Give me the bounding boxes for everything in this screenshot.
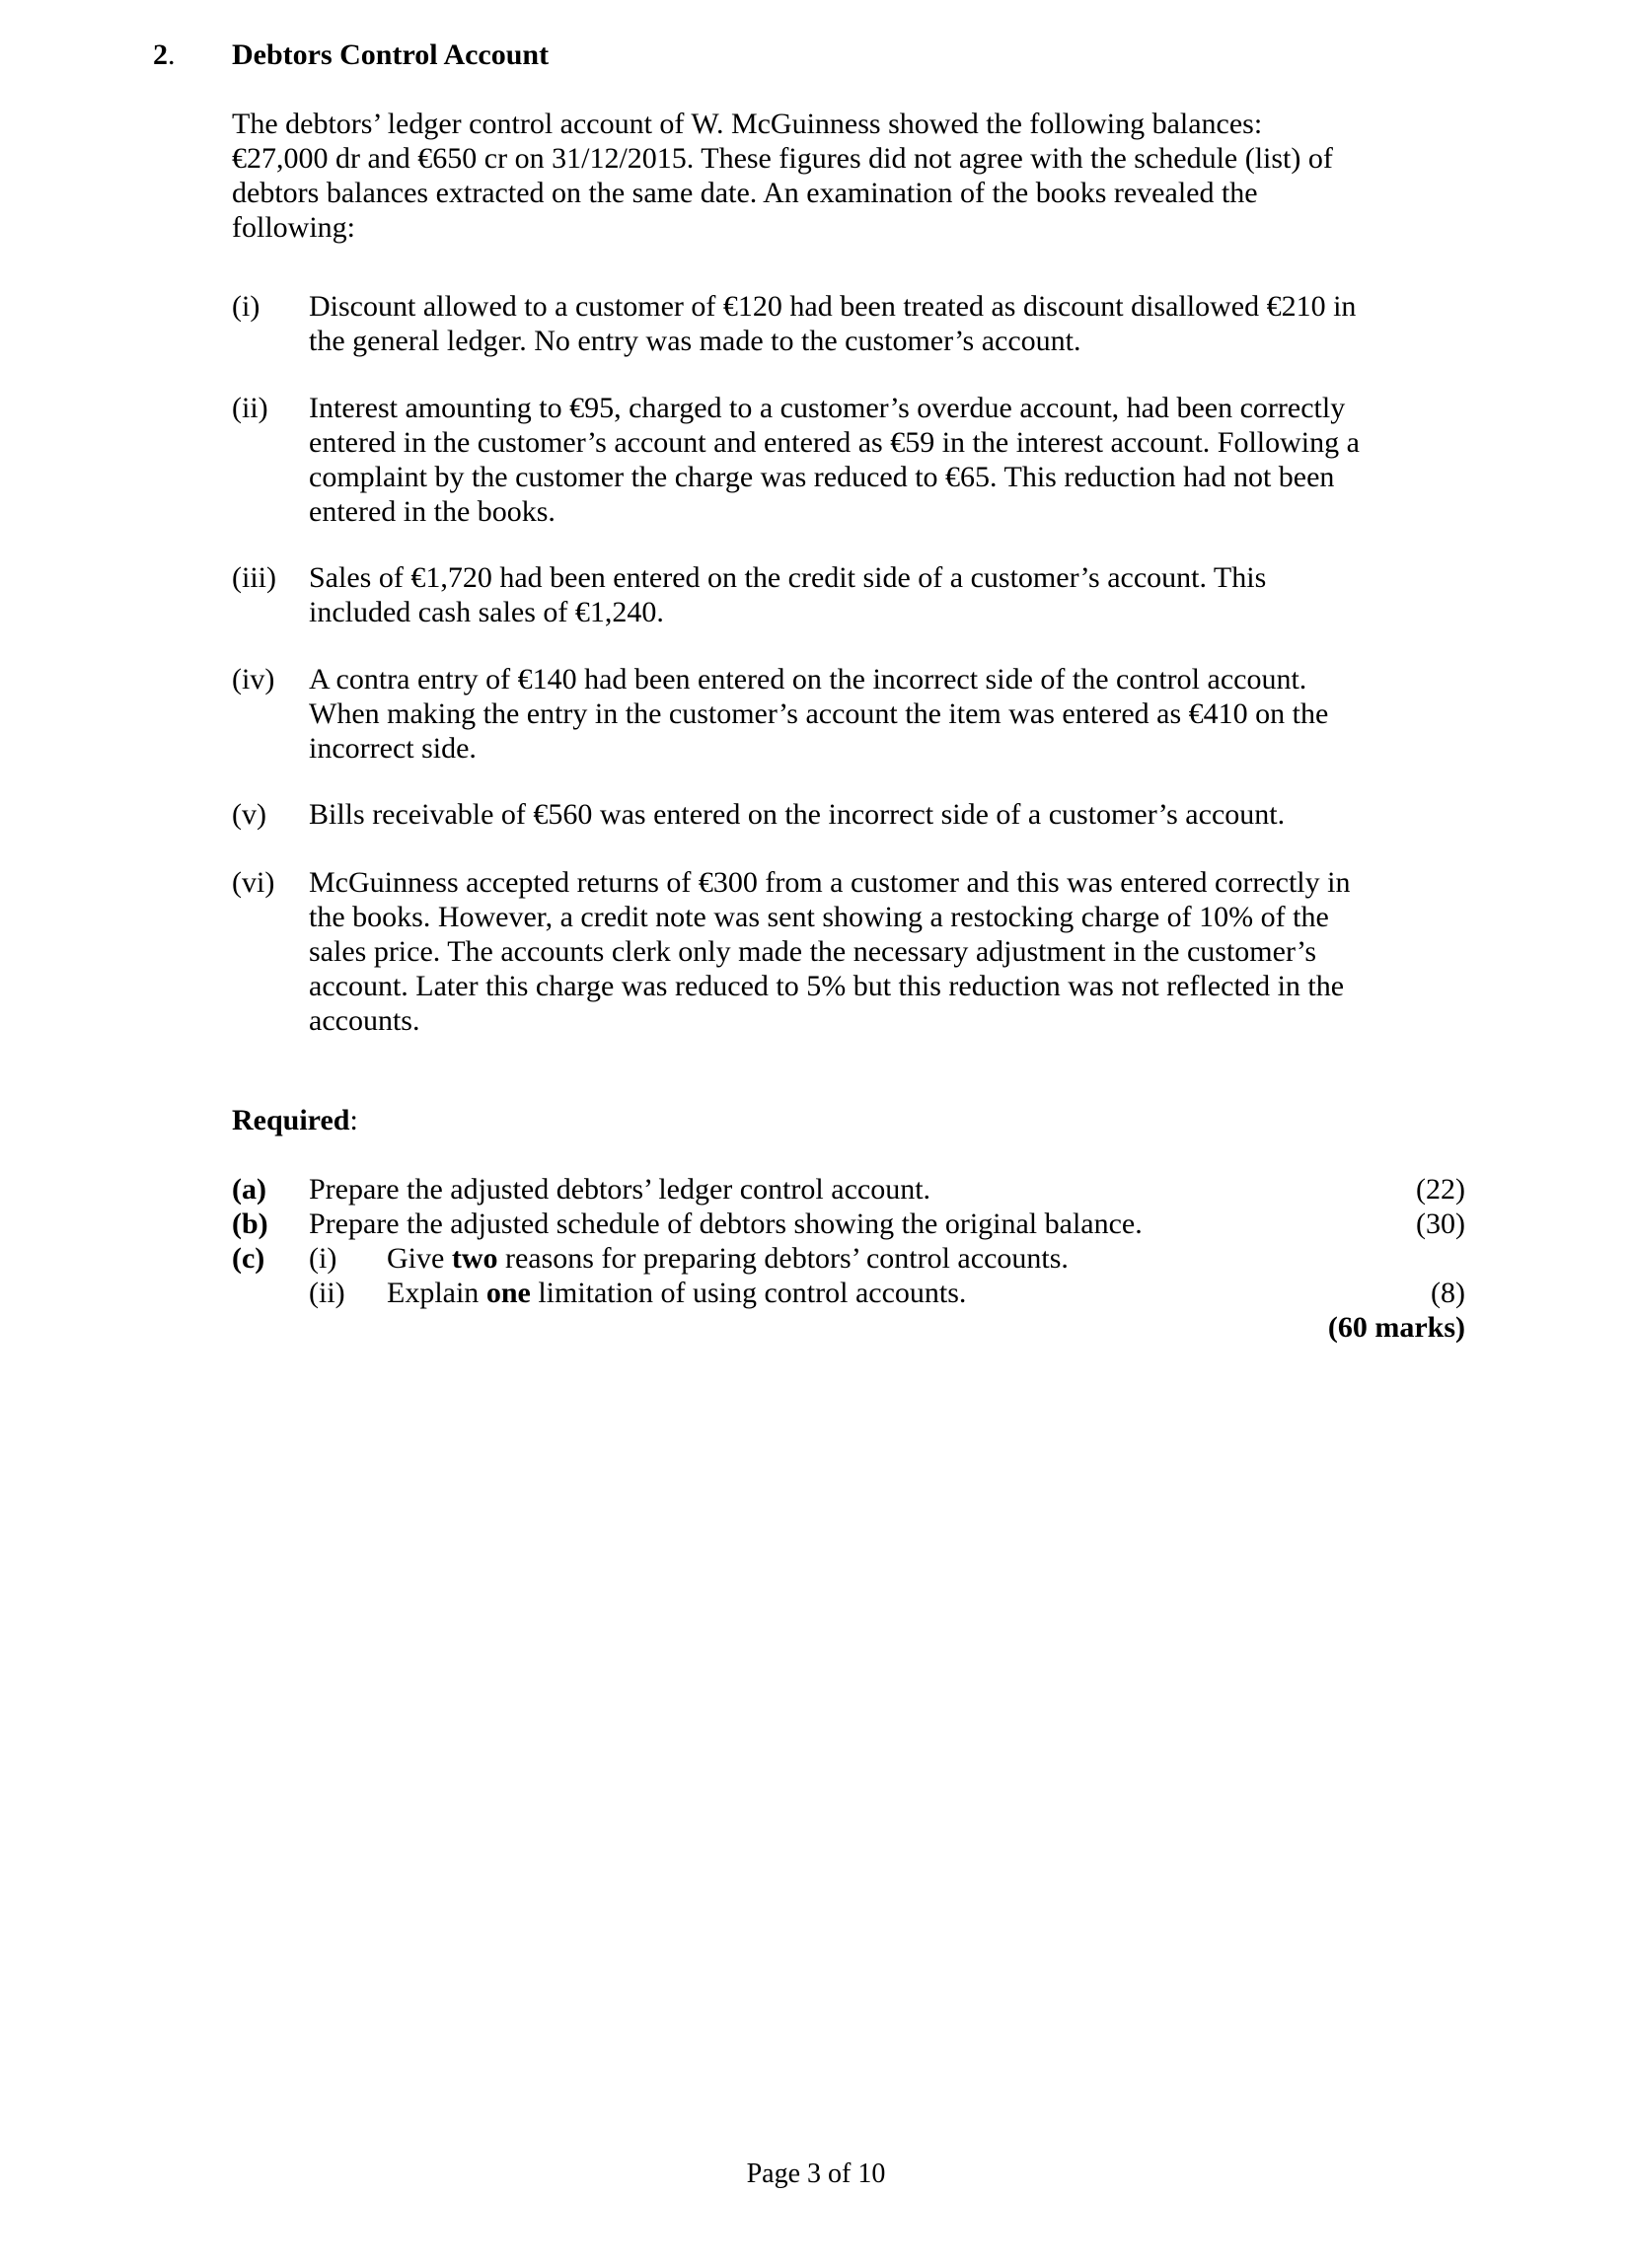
- part-text: Prepare the adjusted schedule of debtors showing the original balance.: [309, 1207, 1143, 1240]
- required-part-c-i: [232, 1241, 1465, 1276]
- item-label: (ii): [232, 392, 268, 424]
- item-line: the general ledger. No entry was made to the customer’s account.: [309, 325, 1081, 357]
- page-footer: Page 3 of 10: [746, 2158, 886, 2189]
- required-part-b: [232, 1207, 1465, 1241]
- part-marks: (8): [1431, 1277, 1465, 1309]
- item-line: McGuinness accepted returns of €300 from a customer and this was entered correctly in: [309, 866, 1351, 899]
- item-line: Bills receivable of €560 was entered on the incorrect side of a customer’s account.: [309, 798, 1286, 831]
- item-line: Discount allowed to a customer of €120 had been treated as discount disallowed €210 in: [309, 290, 1357, 323]
- subpart-label: (i): [309, 1242, 337, 1275]
- subpart-text-pre: Explain: [387, 1277, 486, 1309]
- required-heading: [232, 1103, 358, 1137]
- item-line: included cash sales of €1,240.: [309, 596, 664, 628]
- part-label: (b): [232, 1207, 268, 1240]
- item-line: incorrect side.: [309, 732, 477, 765]
- intro-line: following:: [232, 211, 355, 244]
- part-label: (c): [232, 1242, 265, 1275]
- question-number-suffix: .: [168, 38, 176, 71]
- item-line: account. Later this charge was reduced to 5% but this reduction was not reflected in the: [309, 970, 1345, 1002]
- subpart-text-post: reasons for preparing debtors’ control accounts.: [497, 1242, 1069, 1275]
- item-line: When making the entry in the customer’s account the item was entered as €410 on the: [309, 697, 1329, 730]
- item-line: A contra entry of €140 had been entered on the incorrect side of the control account.: [309, 663, 1307, 695]
- intro-line: debtors balances extracted on the same date. An examination of the books revealed the: [232, 177, 1258, 209]
- required-colon: :: [349, 1104, 358, 1136]
- item-label: (v): [232, 798, 266, 831]
- subpart-label: (ii): [309, 1277, 345, 1309]
- question-number: [153, 37, 176, 72]
- item-text: [309, 662, 1328, 766]
- item-line: Sales of €1,720 had been entered on the credit side of a customer’s account. This: [309, 561, 1267, 594]
- subpart-text-bold: one: [485, 1277, 531, 1309]
- subpart-text: [387, 1276, 966, 1310]
- item-label: (iii): [232, 561, 276, 594]
- item-line: sales price. The accounts clerk only made the necessary adjustment in the customer’s: [309, 935, 1317, 968]
- required-part-c-ii: [232, 1276, 1465, 1310]
- intro-line: The debtors’ ledger control account of W. McGuinness showed the following balances:: [232, 108, 1263, 140]
- subpart-text: [387, 1241, 1069, 1276]
- item-text: [309, 797, 1285, 832]
- total-marks: (60 marks): [1327, 1311, 1465, 1344]
- item-text: [309, 289, 1356, 358]
- item-line: entered in the books.: [309, 495, 556, 528]
- item-text: [309, 391, 1360, 529]
- part-marks: (22): [1416, 1173, 1465, 1206]
- part-marks: (30): [1416, 1207, 1465, 1240]
- item-line: entered in the customer’s account and entered as €59 in the interest account. Following a: [309, 426, 1360, 459]
- required-part-a: [232, 1172, 1465, 1207]
- subpart-text-pre: Give: [387, 1242, 452, 1275]
- item-line: complaint by the customer the charge was reduced to €65. This reduction had not been: [309, 461, 1335, 493]
- part-text: Prepare the adjusted debtors’ ledger control account.: [309, 1173, 931, 1206]
- question-number-value: 2: [153, 38, 168, 71]
- question-title: Debtors Control Account: [232, 38, 550, 71]
- intro-paragraph: [232, 107, 1416, 245]
- required-label: Required: [232, 1104, 350, 1136]
- item-line: the books. However, a credit note was sent showing a restocking charge of 10% of the: [309, 901, 1329, 933]
- part-label: (a): [232, 1173, 266, 1206]
- item-label: (i): [232, 290, 260, 323]
- item-label: (iv): [232, 663, 275, 695]
- item-text: [309, 865, 1350, 1038]
- item-line: Interest amounting to €95, charged to a customer’s overdue account, had been correctly: [309, 392, 1346, 424]
- item-text: [309, 560, 1266, 629]
- subpart-text-bold: two: [451, 1242, 498, 1275]
- item-label: (vi): [232, 866, 275, 899]
- intro-line: €27,000 dr and €650 cr on 31/12/2015. These figures did not agree with the schedule (list) of: [232, 142, 1333, 175]
- item-line: accounts.: [309, 1004, 420, 1037]
- subpart-text-post: limitation of using control accounts.: [530, 1277, 967, 1309]
